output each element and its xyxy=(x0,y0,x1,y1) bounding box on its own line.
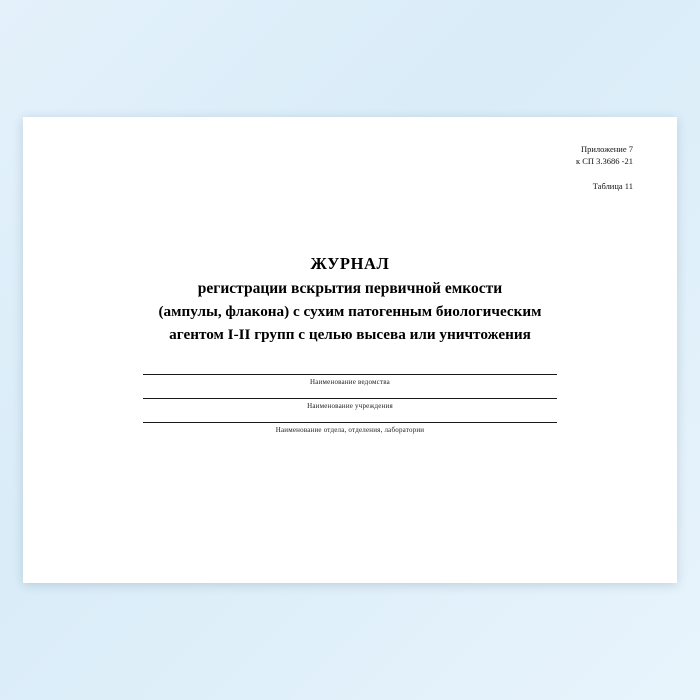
document-page xyxy=(23,117,677,583)
field-caption: Наименование учреждения xyxy=(307,402,393,411)
field-unit xyxy=(143,422,557,434)
page-title: ЖУРНАЛ xyxy=(310,253,390,273)
fill-in-line[interactable] xyxy=(143,374,557,375)
table-number: Таблица 11 xyxy=(592,180,633,191)
appendix-number: Приложение 7 xyxy=(581,144,633,154)
title-line-3: агентом I-II групп с целью высева или уничтожения xyxy=(169,326,531,344)
page-content xyxy=(23,117,677,583)
appendix-reference-block xyxy=(59,143,633,192)
field-caption: Наименование отдела, отделения, лаборатории xyxy=(275,426,425,435)
fill-in-line[interactable] xyxy=(143,422,557,423)
signature-fields xyxy=(59,374,641,434)
fill-in-line[interactable] xyxy=(143,398,557,399)
regulation-reference: к СП 3.3686 -21 xyxy=(575,156,633,167)
title-line-1: регистрации вскрытия первичной емкости xyxy=(197,279,503,297)
document-title-block xyxy=(59,252,641,346)
title-line-2: (ампулы, флакона) с сухим патогенным биологическим xyxy=(158,303,542,321)
field-caption: Наименование ведомства xyxy=(310,378,390,387)
field-department xyxy=(143,374,557,386)
field-institution xyxy=(143,398,557,410)
